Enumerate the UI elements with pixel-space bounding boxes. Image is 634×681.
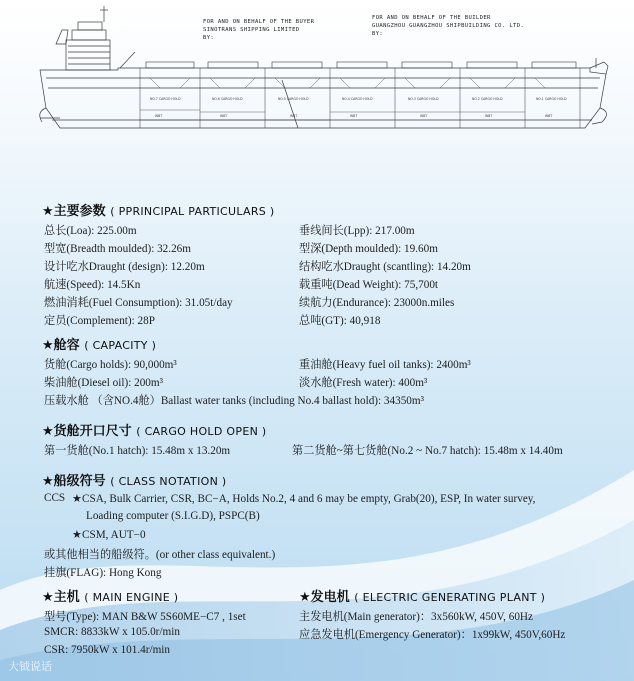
main-generator-row: 主发电机(Main generator)：3x560kW, 450V, 60Hz — [299, 611, 533, 623]
main-engine-heading — [42, 586, 178, 605]
generator-title-cn: ★发电机 — [299, 590, 350, 605]
fresh-water-row: 淡水舱(Fresh water): 400m³ — [299, 377, 428, 389]
gross-tonnage-row: 总吨(GT): 40,918 — [299, 315, 381, 327]
lpp-row: 垂线间长(Lpp): 217.00m — [299, 225, 415, 237]
buyer-signature-block — [203, 18, 314, 42]
svg-text:NO.7 CARGO HOLD: NO.7 CARGO HOLD — [150, 97, 181, 101]
svg-text:WBT: WBT — [420, 114, 428, 118]
cargo-hold-open-heading — [42, 420, 267, 439]
svg-text:NO.2 CARGO HOLD: NO.2 CARGO HOLD — [472, 97, 503, 101]
deadweight-row: 载重吨(Dead Weight): 75,700t — [299, 279, 439, 291]
buyer-signature-line-1: FOR AND ON BEHALF OF THE BUYER — [203, 19, 315, 25]
svg-text:WBT: WBT — [545, 114, 553, 118]
builder-signature-line-1: FOR AND ON BEHALF OF THE BUILDER — [372, 15, 491, 21]
class-notation-heading — [42, 470, 226, 489]
svg-text:NO.1 CARGO HOLD: NO.1 CARGO HOLD — [536, 97, 567, 101]
complement-row: 定员(Complement): 28P — [44, 315, 155, 327]
generator-title-en: ( ELECTRIC GENERATING PLANT ) — [354, 591, 546, 604]
heavy-fuel-row: 重油舱(Heavy fuel oil tanks): 2400m³ — [299, 359, 471, 371]
no1-hatch-row: 第一货舱(No.1 hatch): 15.48m x 13.20m — [44, 445, 231, 457]
svg-text:WBT: WBT — [350, 114, 358, 118]
flag-row: 挂旗(FLAG): Hong Kong — [44, 567, 162, 579]
capacity-heading — [42, 334, 156, 353]
generator-heading — [299, 586, 545, 605]
fuel-consumption-row: 燃油消耗(Fuel Consumption): 31.05t/day — [44, 297, 233, 309]
ccs-label: CCS — [44, 492, 66, 504]
endurance-row: 续航力(Endurance): 23000n.miles — [299, 297, 455, 309]
design-draught-row: 设计吃水Draught (design): 12.20m — [44, 261, 205, 273]
svg-text:NO.4 CARGO HOLD: NO.4 CARGO HOLD — [342, 97, 373, 101]
scantling-draught-row: 结构吃水Draught (scantling): 14.20m — [299, 261, 471, 273]
capacity-title-cn: ★舱容 — [42, 338, 80, 353]
buyer-signature-line-3: BY: — [203, 35, 215, 41]
class-title-en: ( CLASS NOTATION ) — [110, 475, 227, 488]
loa-row: 总长(Loa): 225.00m — [44, 225, 137, 237]
cargo-holds-row: 货舱(Cargo holds): 90,000m³ — [44, 359, 177, 371]
engine-type-row: 型号(Type): MAN B&W 5S60ME−C7 , 1set — [44, 611, 246, 623]
engine-title-cn: ★主机 — [42, 590, 80, 605]
breadth-row: 型宽(Breadth moulded): 32.26m — [44, 243, 191, 255]
watermark: 大钺说话 — [8, 660, 52, 673]
equivalent-class-row: 或其他相当的船级符。(or other class equivalent.) — [44, 549, 276, 561]
class-title-cn: ★船级符号 — [42, 474, 106, 489]
hatch-title-cn: ★货舱开口尺寸 — [42, 424, 132, 439]
csr-row: CSR: 7950kW x 101.4r/min — [44, 644, 170, 656]
speed-row: 航速(Speed): 14.5Kn — [44, 279, 141, 291]
principal-particulars-heading — [42, 200, 274, 219]
buyer-signature-line-2: SINOTRANS SHIPPING LIMITED — [203, 27, 300, 33]
hatch-title-en: ( CARGO HOLD OPEN ) — [136, 425, 267, 438]
csa-notation-row-2: Loading computer (S.I.G.D), PSPC(B) — [86, 510, 260, 522]
depth-row: 型深(Depth moulded): 19.60m — [299, 243, 438, 255]
principal-title-en: ( PPRINCIPAL PARTICULARS ) — [110, 205, 275, 218]
smcr-row: SMCR: 8833kW x 105.0r/min — [44, 626, 180, 638]
builder-signature-block — [372, 14, 524, 38]
builder-signature-line-3: BY: — [372, 31, 384, 37]
builder-signature-line-2: GUANGZHOU GUANGZHOU SHIPBUILDING CO. LTD. — [372, 23, 525, 29]
svg-text:WBT: WBT — [485, 114, 493, 118]
svg-text:WBT: WBT — [155, 114, 163, 118]
svg-text:WBT: WBT — [220, 114, 228, 118]
ship-general-arrangement-drawing — [0, 0, 634, 150]
no2-7-hatch-row: 第二货舱~第七货舱(No.2 ~ No.7 hatch): 15.48m x 14.40m — [292, 445, 563, 457]
svg-text:NO.3 CARGO HOLD: NO.3 CARGO HOLD — [408, 97, 439, 101]
capacity-title-en: ( CAPACITY ) — [84, 339, 157, 352]
emergency-generator-row: 应急发电机(Emergency Generator)：1x99kW, 450V,60Hz — [299, 629, 566, 641]
csa-notation-row: ★CSA, Bulk Carrier, CSR, BC−A, Holds No.2, 4 and 6 may be empty, Grab(20), ESP, In water survey, — [72, 493, 536, 505]
svg-text:NO.6 CARGO HOLD: NO.6 CARGO HOLD — [212, 97, 243, 101]
ballast-row: 压载水舱 （含NO.4舱）Ballast water tanks (including No.4 ballast hold): 34350m³ — [44, 395, 424, 407]
diesel-oil-row: 柴油舱(Diesel oil): 200m³ — [44, 377, 163, 389]
engine-title-en: ( MAIN ENGINE ) — [84, 591, 179, 604]
svg-text:NO.5 CARGO HOLD: NO.5 CARGO HOLD — [278, 97, 309, 101]
csm-notation-row: ★CSM, AUT−0 — [72, 529, 146, 541]
principal-title-cn: ★主要参数 — [42, 204, 106, 219]
svg-text:WBT: WBT — [290, 114, 298, 118]
